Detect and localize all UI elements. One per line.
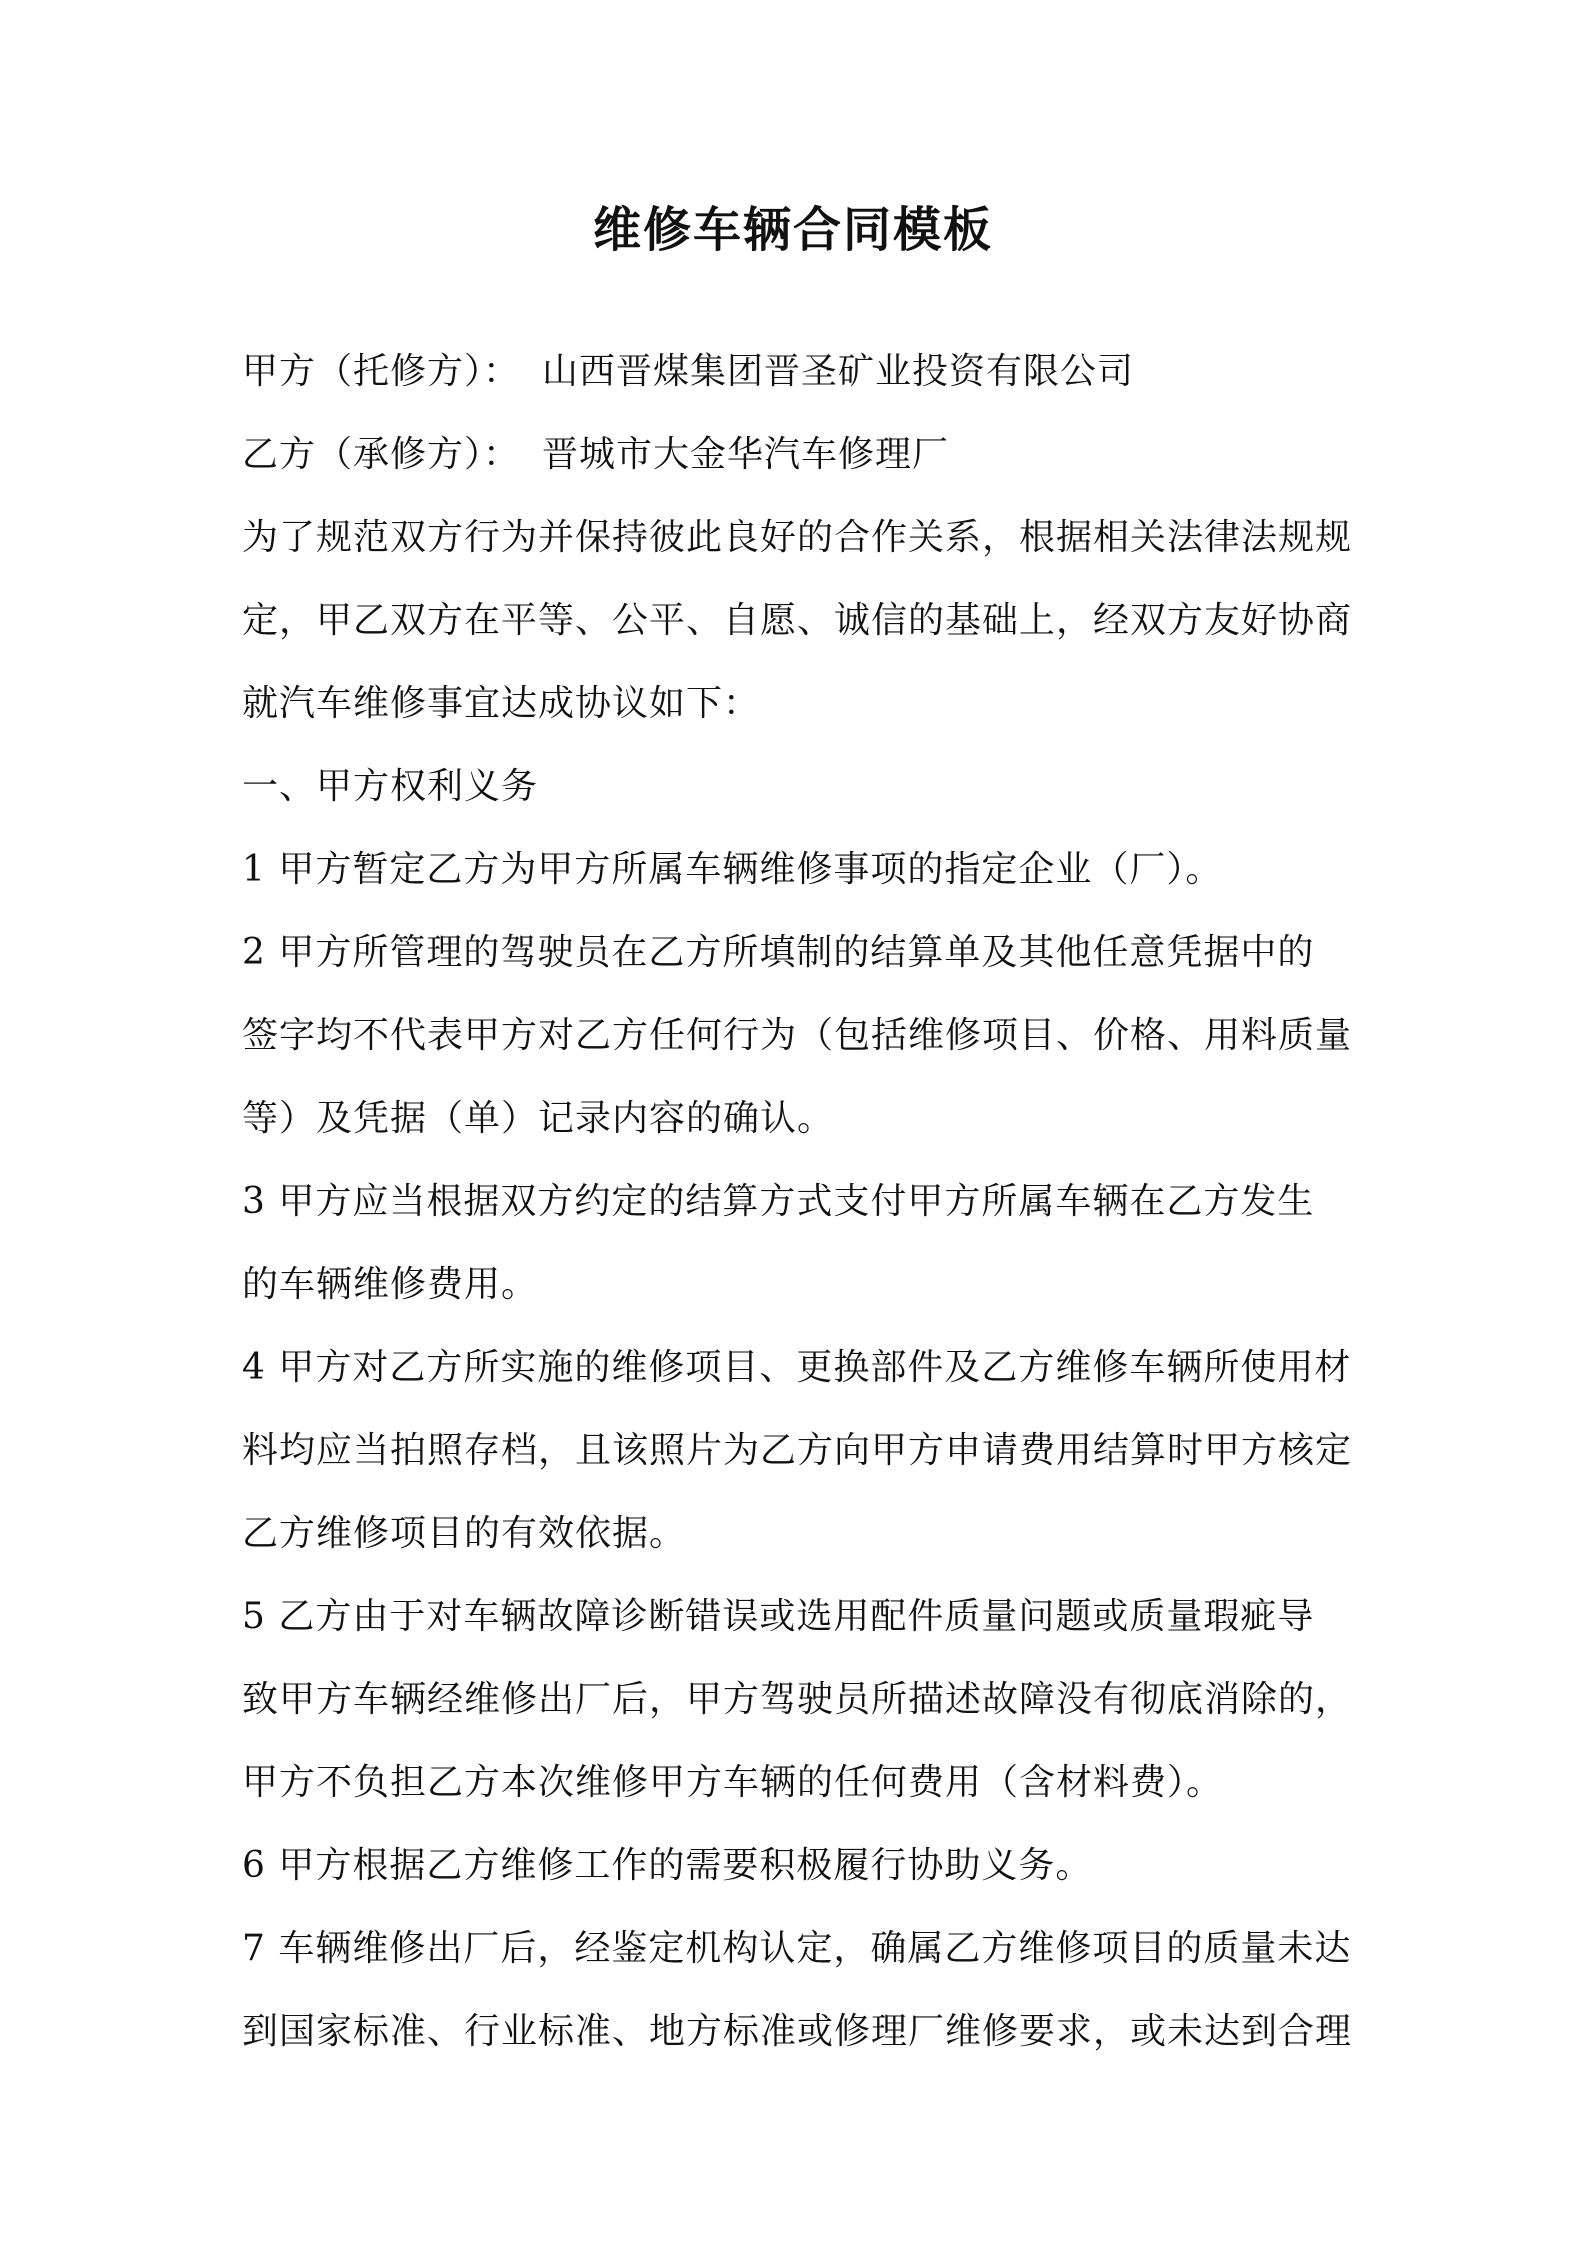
clause-line: 1 甲方暂定乙方为甲方所属车辆维修事项的指定企业（厂）。	[242, 849, 1223, 890]
paragraph-line: 就汽车维修事宜达成协议如下：	[242, 683, 761, 724]
paragraph-line: 定，甲乙双方在平等、公平、自愿、诚信的基础上，经双方友好协商	[242, 600, 1353, 641]
clause-line: 5 乙方由于对车辆故障诊断错误或选用配件质量问题或质量瑕疵导	[242, 1596, 1315, 1637]
clause-line: 签字均不代表甲方对乙方任何行为（包括维修项目、价格、用料质量	[242, 1015, 1353, 1056]
clause-line: 等）及凭据（单）记录内容的确认。	[242, 1098, 835, 1139]
clause-line: 4 甲方对乙方所实施的维修项目、更换部件及乙方维修车辆所使用材	[242, 1347, 1352, 1388]
party-b-line	[242, 413, 1352, 496]
clause-line: 的车辆维修费用。	[242, 1264, 539, 1305]
party-a-label: 甲方（托修方）：	[242, 351, 521, 392]
clause-line: 6 甲方根据乙方维修工作的需要积极履行协助义务。	[242, 1845, 1093, 1886]
party-a-name: 山西晋煤集团晋圣矿业投资有限公司	[542, 351, 1135, 392]
clause-line: 致甲方车辆经维修出厂后，甲方驾驶员所描述故障没有彻底消除的，	[242, 1679, 1353, 1720]
clause-line: 7 车辆维修出厂后，经鉴定机构认定，确属乙方维修项目的质量未达	[242, 1928, 1352, 1969]
document-title: 维修车辆合同模板	[592, 202, 993, 258]
party-b-label: 乙方（承修方）：	[242, 434, 521, 475]
clause-line: 料均应当拍照存档，且该照片为乙方向甲方申请费用结算时甲方核定	[242, 1430, 1353, 1471]
contract-body	[242, 330, 1352, 2073]
clause-line: 到国家标准、行业标准、地方标准或修理厂维修要求，或未达到合理	[242, 2011, 1353, 2052]
paragraph-line: 为了规范双方行为并保持彼此良好的合作关系，根据相关法律法规规	[242, 517, 1353, 558]
clause-line: 乙方维修项目的有效依据。	[242, 1513, 687, 1554]
party-b-name: 晋城市大金华汽车修理厂	[542, 434, 950, 475]
party-a-line	[242, 330, 1352, 413]
clause-line: 甲方不负担乙方本次维修甲方车辆的任何费用（含材料费）。	[242, 1762, 1224, 1803]
clause-line: 2 甲方所管理的驾驶员在乙方所填制的结算单及其他任意凭据中的	[242, 932, 1315, 973]
section-heading: 一、甲方权利义务	[242, 766, 539, 807]
clause-line: 3 甲方应当根据双方约定的结算方式支付甲方所属车辆在乙方发生	[242, 1181, 1315, 1222]
